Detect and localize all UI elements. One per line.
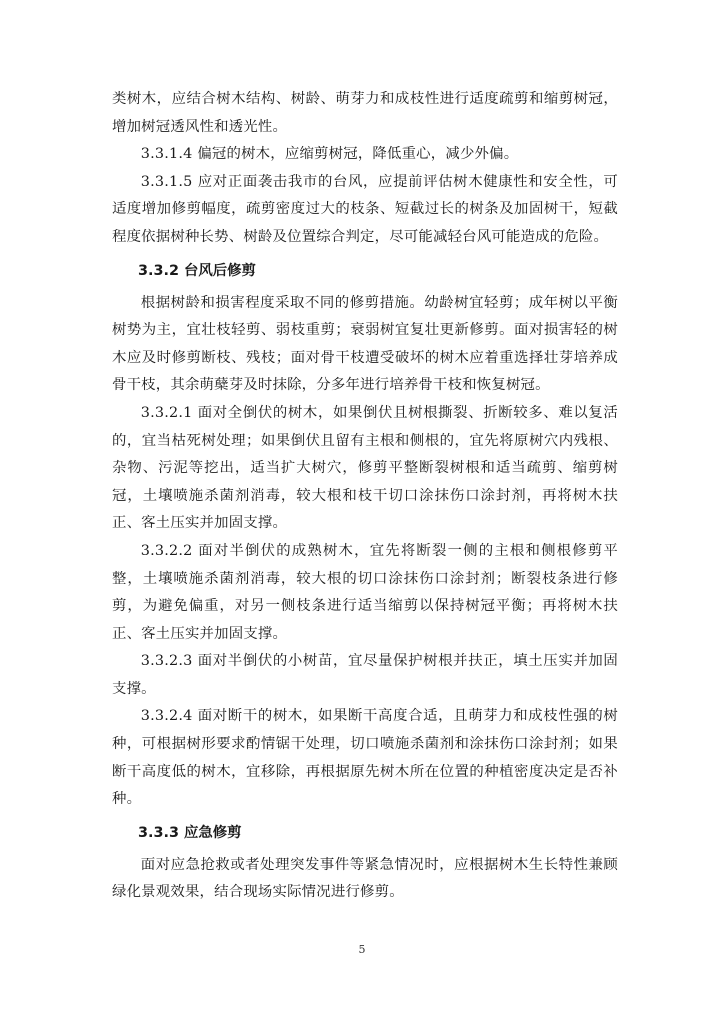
paragraph-3-3-1-4: 3.3.1.4 偏冠的树木，应缩剪树冠，降低重心，减少外偏。 (140, 146, 519, 163)
paragraph-3-3-2-2: 3.3.2.2 面对半倒伏的成熟树木，宜先将断裂一侧的主根和侧根修剪平整，土壤喷施杀菌剂消毒，较大根的切口涂抹伤口涂封剂；断裂枝条进行修剪，为避免偏重，对另一侧枝条进行适当缩剪以保持树冠平衡；再将树木扶正、客土压实并加固支撑。 (112, 542, 618, 642)
page-number: 5 (358, 943, 366, 956)
paragraph-3-3-3: 面对应急抢救或者处理突发事件等紧急情况时，应根据树木生长特性兼顾绿化景观效果，结合现场实际情况进行修剪。 (112, 856, 618, 901)
paragraph-3-3-2-intro: 根据树龄和损害程度采取不同的修剪措施。幼龄树宜轻剪；成年树以平衡树势为主，宜壮枝轻剪、弱枝重剪；衰弱树宜复壮更新修剪。面对损害轻的树木应及时修剪断枝、残枝；面对骨干枝遭受破坏的树木应着重选择壮芽培养成骨干枝，其余萌蘖芽及时抹除，分多年进行培养骨干枝和恢复树冠。 (112, 294, 618, 394)
document-page (112, 86, 618, 907)
paragraph-3-3-2-4: 3.3.2.4 面对断干的树木，如果断干高度合适，且萌芽力和成枝性强的树种，可根据树形要求酌情锯干处理，切口喷施杀菌剂和涂抹伤口涂封剂；如果断干高度低的树木，宜移除，再根据原先树木所在位置的种植密度决定是否补种。 (112, 708, 618, 808)
section-heading-3-3-2: 3.3.2 台风后修剪 (138, 262, 256, 279)
paragraph-3-3-2-3: 3.3.2.3 面对半倒伏的小树苗，宜尽量保护树根并扶正，填土压实并加固支撑。 (112, 653, 618, 697)
paragraph-3-3-1-5: 3.3.1.5 应对正面袭击我市的台风，应提前评估树木健康性和安全性，可适度增加修剪幅度，疏剪密度过大的枝条、短截过长的树条及加固树干，短截程度依据树种长势、树龄及位置综合判定，尽可能减轻台风可能造成的危险。 (112, 173, 618, 245)
section-heading-3-3-3: 3.3.3 应急修剪 (138, 824, 242, 841)
paragraph-3-3-2-1: 3.3.2.1 面对全倒伏的树木，如果倒伏且树根撕裂、折断较多、难以复活的，宜当枯死树处理；如果倒伏且留有主根和侧根的，宜先将原树穴内残根、杂物、污泥等挖出，适当扩大树穴，修剪平整断裂树根和适当疏剪、缩剪树冠，土壤喷施杀菌剂消毒，较大根和枝干切口涂抹伤口涂封剂，再将树木扶正、客土压实并加固支撑。 (112, 404, 618, 532)
paragraph-continuation: 类树木，应结合树木结构、树龄、萌芽力和成枝性进行适度疏剪和缩剪树冠，增加树冠透风性和透光性。 (112, 91, 618, 135)
